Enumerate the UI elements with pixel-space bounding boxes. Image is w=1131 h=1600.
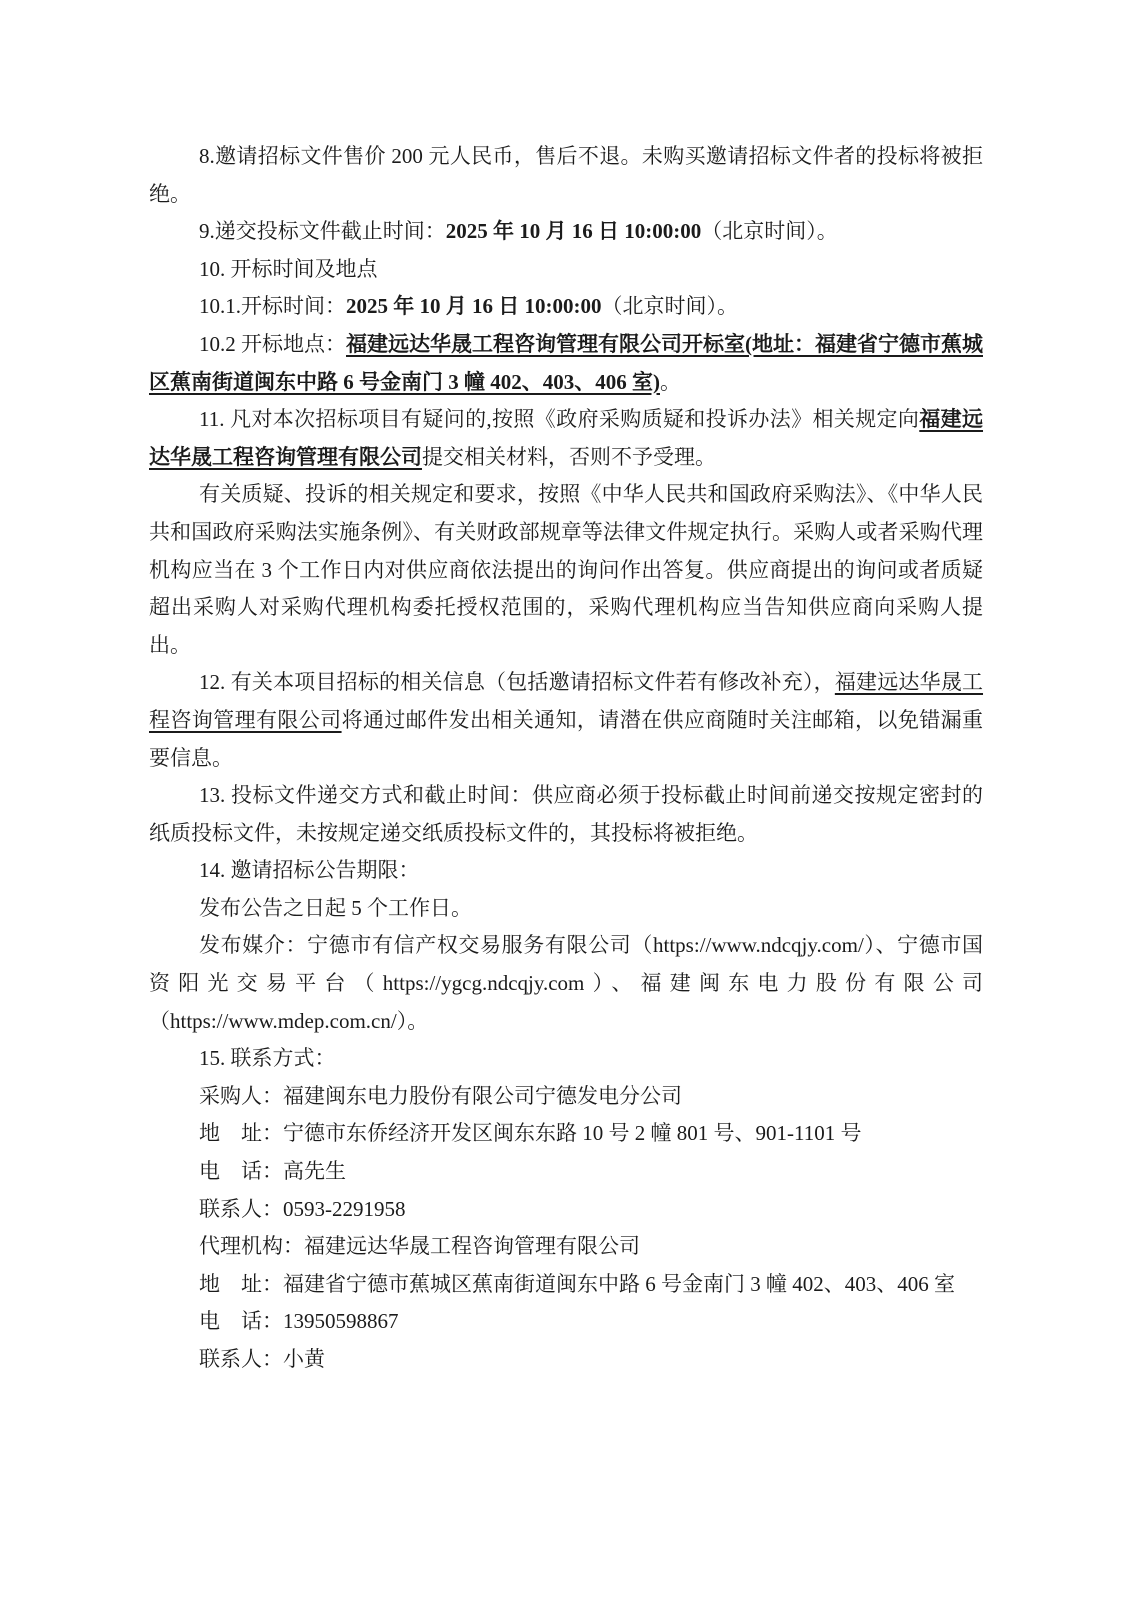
item-9-bid-deadline-run-2: （北京时间）。 <box>701 219 838 244</box>
item-9-bid-deadline <box>149 213 983 251</box>
purchaser-phone-row <box>149 1153 983 1191</box>
item-15-contact-heading <box>149 1040 983 1078</box>
item-10-1-opening-time-run-2: （北京时间）。 <box>601 294 738 319</box>
item-12-notice-by-email-run-0: 12. 有关本项目招标的相关信息（包括邀请招标文件若有修改补充）， <box>199 670 835 695</box>
item-10-2-opening-place-run-2: 。 <box>660 369 681 394</box>
publish-media <box>149 927 983 1040</box>
announcement-period-value <box>149 890 983 928</box>
item-11-inquiry-rules-run-2: 提交相关材料，否则不予受理。 <box>422 444 716 469</box>
agency-name-run-0: 代理机构：福建远达华晟工程咨询管理有限公司 <box>199 1234 640 1259</box>
item-9-bid-deadline-run-0: 9.递交投标文件截止时间： <box>199 219 446 244</box>
announcement-period-value-run-0: 发布公告之日起 5 个工作日。 <box>199 895 472 920</box>
item-11-inquiry-rules-run-1: 福建远达华晟工程咨询管理有限公司 <box>149 407 984 469</box>
publish-media-run-0: 发布媒介：宁德市有信产权交易服务有限公司（https://www.ndcqjy.com/）、宁德市国资阳光交易平台（https://ygcg.ndcqjy.com）、福建闽东电力股份有限公司（https://www.mdep.com.cn/）。 <box>149 933 983 1033</box>
agency-address-run-0: 地 址：福建省宁德市蕉城区蕉南街道闽东中路 6 号金南门 3 幢 402、403、406 室 <box>199 1271 955 1296</box>
para-question-complaint-rules <box>149 476 983 664</box>
item-14-announcement-period-heading <box>149 852 983 890</box>
item-8-document-price-run-0: 8.邀请招标文件售价 200 元人民币，售后不退。未购买邀请招标文件者的投标将被拒绝。 <box>149 144 983 206</box>
purchaser-address-run-0: 地 址：宁德市东侨经济开发区闽东东路 10 号 2 幢 801 号、901-1101 号 <box>199 1121 862 1146</box>
agency-phone-run-0: 电 话：13950598867 <box>199 1309 399 1334</box>
item-9-bid-deadline-run-1: 2025 年 10 月 16 日 10:00:00 <box>445 219 702 244</box>
item-14-announcement-period-heading-run-0: 14. 邀请招标公告期限： <box>199 858 420 883</box>
purchaser-phone-row-run-0: 电 话：高先生 <box>199 1159 346 1184</box>
purchaser-contact-row-run-0: 联系人：0593-2291958 <box>199 1196 406 1221</box>
item-13-submission-method-run-0: 13. 投标文件递交方式和截止时间：供应商必须于投标截止时间前递交按规定密封的纸质投标文件，未按规定递交纸质投标文件的，其投标将被拒绝。 <box>149 783 983 845</box>
para-question-complaint-rules-run-0: 有关质疑、投诉的相关规定和要求，按照《中华人民共和国政府采购法》、《中华人民共和国政府采购法实施条例》、有关财政部规章等法律文件规定执行。采购人或者采购代理机构应当在 3 个工作日内对供应商依法提出的询问作出答复。供应商提出的询问或者质疑超出采购人对采购代理机构委托授权范围的，采购代理机构应当告知供应商向采购人提出。 <box>149 482 983 657</box>
purchaser-name <box>149 1078 983 1116</box>
item-15-contact-heading-run-0: 15. 联系方式： <box>199 1046 336 1071</box>
purchaser-contact-row <box>149 1191 983 1229</box>
item-10-opening-time-place-heading-run-0: 10. 开标时间及地点 <box>199 256 378 281</box>
item-10-1-opening-time-run-0: 10.1.开标时间： <box>199 294 346 319</box>
agency-contact-run-0: 联系人：小黄 <box>199 1347 325 1371</box>
item-12-notice-by-email-run-2: 将通过邮件发出相关通知，请潜在供应商随时关注邮箱，以免错漏重要信息。 <box>149 707 984 770</box>
item-8-document-price <box>149 138 983 213</box>
item-10-2-opening-place <box>149 326 983 401</box>
agency-address <box>149 1266 983 1304</box>
document-body <box>149 138 983 1379</box>
purchaser-address <box>149 1115 983 1153</box>
item-13-submission-method <box>149 777 983 852</box>
item-12-notice-by-email-run-1: 福建远达华晟工程咨询管理有限公司 <box>149 670 984 732</box>
purchaser-name-run-0: 采购人：福建闽东电力股份有限公司宁德发电分公司 <box>199 1083 682 1108</box>
agency-phone <box>149 1303 983 1341</box>
item-12-notice-by-email <box>149 664 983 777</box>
agency-contact <box>149 1341 983 1379</box>
agency-name <box>149 1228 983 1266</box>
item-10-1-opening-time-run-1: 2025 年 10 月 16 日 10:00:00 <box>346 294 602 319</box>
item-10-2-opening-place-run-0: 10.2 开标地点： <box>199 331 346 356</box>
item-11-inquiry-rules-run-0: 11. 凡对本次招标项目有疑问的,按照《政府采购质疑和投诉办法》相关规定向 <box>199 407 920 432</box>
item-11-inquiry-rules <box>149 401 983 476</box>
item-10-1-opening-time <box>149 288 983 326</box>
item-10-opening-time-place-heading <box>149 251 983 289</box>
item-10-2-opening-place-run-1: 福建远达华晟工程咨询管理有限公司开标室(地址：福建省宁德市蕉城区蕉南街道闽东中路 6 号金南门 3 幢 402、403、406 室) <box>149 331 983 394</box>
